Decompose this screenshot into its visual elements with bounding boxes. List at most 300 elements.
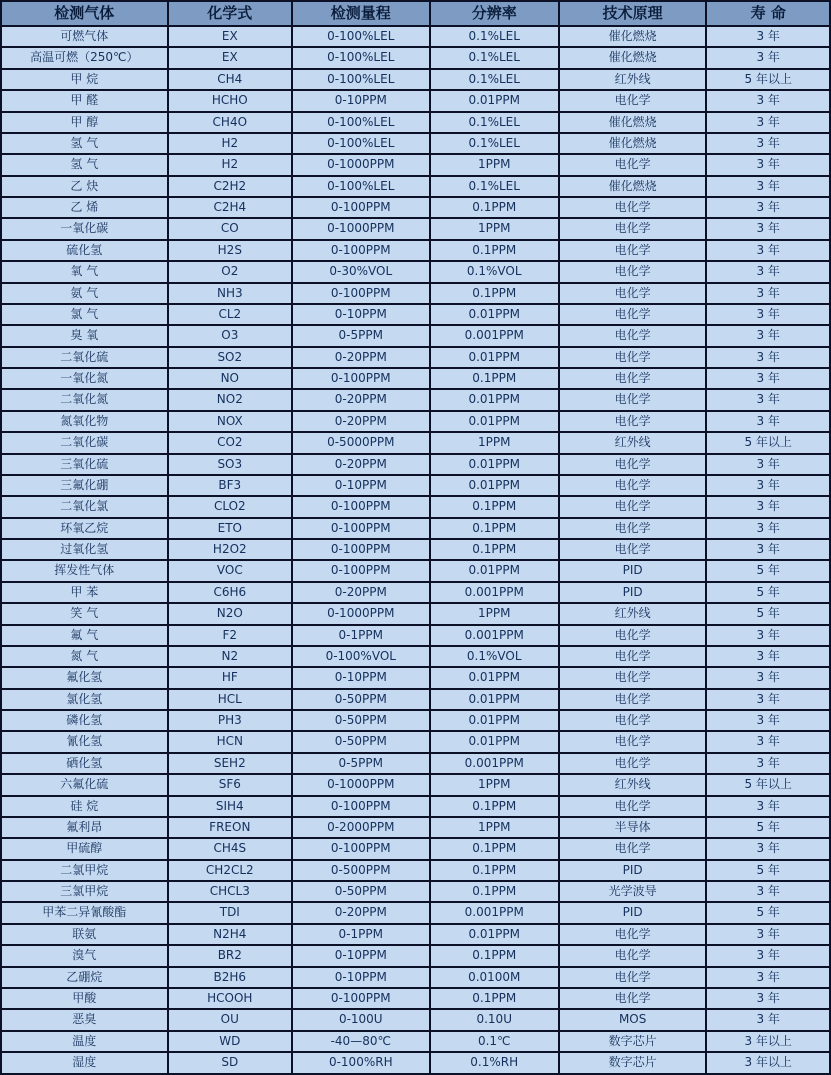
cell-chemical-formula: EX: [168, 26, 292, 47]
cell-technology: 电化学: [559, 411, 707, 432]
cell-chemical-formula: CH4O: [168, 112, 292, 133]
cell-detection-range: 0-100PPM: [292, 838, 430, 859]
cell-resolution: 0.01PPM: [430, 304, 559, 325]
cell-detection-range: 0-30%VOL: [292, 261, 430, 282]
table-row: [1, 133, 830, 154]
cell-gas-name: 三氧化硫: [1, 454, 168, 475]
cell-detection-range: 0-1000PPM: [292, 603, 430, 624]
cell-chemical-formula: NH3: [168, 283, 292, 304]
table-body: [1, 26, 830, 1074]
cell-lifespan: 3 年: [706, 154, 830, 175]
cell-chemical-formula: N2: [168, 646, 292, 667]
cell-chemical-formula: F2: [168, 625, 292, 646]
cell-technology: 电化学: [559, 325, 707, 346]
cell-lifespan: 3 年: [706, 1009, 830, 1030]
cell-resolution: 0.1%VOL: [430, 261, 559, 282]
cell-technology: 数字芯片: [559, 1052, 707, 1074]
cell-chemical-formula: CHCL3: [168, 881, 292, 902]
cell-lifespan: 5 年: [706, 860, 830, 881]
cell-resolution: 0.1PPM: [430, 539, 559, 560]
cell-lifespan: 3 年以上: [706, 1031, 830, 1052]
cell-gas-name: 甲 烷: [1, 69, 168, 90]
table-row: [1, 774, 830, 795]
table-row: [1, 796, 830, 817]
cell-lifespan: 3 年: [706, 667, 830, 688]
cell-gas-name: 挥发性气体: [1, 560, 168, 581]
cell-resolution: 0.1PPM: [430, 796, 559, 817]
table-row: [1, 539, 830, 560]
cell-lifespan: 3 年: [706, 838, 830, 859]
cell-lifespan: 3 年以上: [706, 1052, 830, 1074]
cell-chemical-formula: CO2: [168, 432, 292, 453]
cell-chemical-formula: H2S: [168, 240, 292, 261]
cell-gas-name: 甲酸: [1, 988, 168, 1009]
cell-resolution: 0.001PPM: [430, 753, 559, 774]
cell-gas-name: 乙 烯: [1, 197, 168, 218]
cell-detection-range: 0-50PPM: [292, 689, 430, 710]
table-row: [1, 988, 830, 1009]
cell-chemical-formula: HCHO: [168, 90, 292, 111]
cell-chemical-formula: SEH2: [168, 753, 292, 774]
cell-chemical-formula: C2H2: [168, 176, 292, 197]
cell-chemical-formula: H2O2: [168, 539, 292, 560]
cell-technology: 电化学: [559, 261, 707, 282]
column-header-resolution: 分辨率: [430, 1, 559, 26]
cell-resolution: 0.1PPM: [430, 518, 559, 539]
cell-chemical-formula: PH3: [168, 710, 292, 731]
cell-chemical-formula: ETO: [168, 518, 292, 539]
cell-lifespan: 3 年: [706, 176, 830, 197]
cell-lifespan: 3 年: [706, 112, 830, 133]
cell-resolution: 0.01PPM: [430, 411, 559, 432]
cell-detection-range: 0-100PPM: [292, 197, 430, 218]
cell-resolution: 0.1PPM: [430, 988, 559, 1009]
cell-gas-name: 磷化氢: [1, 710, 168, 731]
cell-lifespan: 3 年: [706, 325, 830, 346]
cell-detection-range: 0-20PPM: [292, 411, 430, 432]
cell-detection-range: 0-1000PPM: [292, 774, 430, 795]
column-header-lifespan: 寿 命: [706, 1, 830, 26]
cell-lifespan: 5 年: [706, 817, 830, 838]
cell-technology: 催化燃烧: [559, 133, 707, 154]
cell-detection-range: 0-1000PPM: [292, 218, 430, 239]
cell-resolution: 0.001PPM: [430, 325, 559, 346]
cell-lifespan: 3 年: [706, 454, 830, 475]
cell-resolution: 0.001PPM: [430, 582, 559, 603]
cell-lifespan: 3 年: [706, 90, 830, 111]
cell-lifespan: 3 年: [706, 881, 830, 902]
cell-detection-range: 0-100PPM: [292, 496, 430, 517]
cell-lifespan: 3 年: [706, 283, 830, 304]
cell-lifespan: 5 年以上: [706, 432, 830, 453]
cell-detection-range: 0-100U: [292, 1009, 430, 1030]
cell-chemical-formula: SF6: [168, 774, 292, 795]
cell-resolution: 0.1PPM: [430, 368, 559, 389]
table-row: [1, 625, 830, 646]
cell-technology: 电化学: [559, 988, 707, 1009]
cell-gas-name: 恶臭: [1, 1009, 168, 1030]
table-row: [1, 411, 830, 432]
cell-gas-name: 氯 气: [1, 304, 168, 325]
cell-gas-name: 二氯甲烷: [1, 860, 168, 881]
cell-detection-range: 0-50PPM: [292, 731, 430, 752]
table-row: [1, 112, 830, 133]
cell-detection-range: 0-10PPM: [292, 967, 430, 988]
table-row: [1, 689, 830, 710]
cell-technology: 电化学: [559, 967, 707, 988]
cell-lifespan: 3 年: [706, 731, 830, 752]
cell-resolution: 0.1PPM: [430, 881, 559, 902]
cell-gas-name: 氮氧化物: [1, 411, 168, 432]
cell-technology: 红外线: [559, 69, 707, 90]
cell-gas-name: 臭 氧: [1, 325, 168, 346]
table-row: [1, 560, 830, 581]
cell-technology: 电化学: [559, 197, 707, 218]
cell-resolution: 0.01PPM: [430, 347, 559, 368]
cell-chemical-formula: NO: [168, 368, 292, 389]
cell-technology: 电化学: [559, 646, 707, 667]
cell-resolution: 0.1%RH: [430, 1052, 559, 1074]
cell-detection-range: 0-100PPM: [292, 240, 430, 261]
cell-lifespan: 3 年: [706, 625, 830, 646]
cell-chemical-formula: CLO2: [168, 496, 292, 517]
cell-lifespan: 3 年: [706, 304, 830, 325]
cell-chemical-formula: NOX: [168, 411, 292, 432]
cell-technology: 半导体: [559, 817, 707, 838]
cell-gas-name: 一氧化碳: [1, 218, 168, 239]
header-row: [1, 1, 830, 26]
cell-technology: 催化燃烧: [559, 112, 707, 133]
cell-technology: 电化学: [559, 304, 707, 325]
cell-gas-name: 二氧化氯: [1, 496, 168, 517]
cell-technology: 电化学: [559, 454, 707, 475]
cell-resolution: 0.01PPM: [430, 475, 559, 496]
cell-technology: PID: [559, 902, 707, 923]
cell-gas-name: 氢 气: [1, 133, 168, 154]
cell-lifespan: 3 年: [706, 368, 830, 389]
table-row: [1, 860, 830, 881]
cell-detection-range: 0-1000PPM: [292, 154, 430, 175]
cell-chemical-formula: HCOOH: [168, 988, 292, 1009]
cell-detection-range: 0-1PPM: [292, 625, 430, 646]
table-row: [1, 304, 830, 325]
table-row: [1, 261, 830, 282]
table-row: [1, 667, 830, 688]
cell-lifespan: 5 年以上: [706, 774, 830, 795]
cell-resolution: 0.01PPM: [430, 667, 559, 688]
cell-gas-name: 硒化氢: [1, 753, 168, 774]
cell-detection-range: 0-10PPM: [292, 90, 430, 111]
cell-chemical-formula: BF3: [168, 475, 292, 496]
cell-lifespan: 5 年: [706, 582, 830, 603]
cell-gas-name: 溴气: [1, 945, 168, 966]
cell-technology: 电化学: [559, 753, 707, 774]
cell-technology: 电化学: [559, 689, 707, 710]
cell-resolution: 1PPM: [430, 817, 559, 838]
cell-lifespan: 3 年: [706, 539, 830, 560]
cell-technology: 电化学: [559, 539, 707, 560]
cell-resolution: 0.01PPM: [430, 454, 559, 475]
table-row: [1, 154, 830, 175]
cell-resolution: 0.10U: [430, 1009, 559, 1030]
table-row: [1, 881, 830, 902]
cell-chemical-formula: VOC: [168, 560, 292, 581]
cell-resolution: 0.001PPM: [430, 902, 559, 923]
cell-gas-name: 氟化氢: [1, 667, 168, 688]
cell-gas-name: 乙硼烷: [1, 967, 168, 988]
cell-resolution: 0.01PPM: [430, 731, 559, 752]
table-row: [1, 325, 830, 346]
table-row: [1, 1031, 830, 1052]
cell-detection-range: 0-100%LEL: [292, 112, 430, 133]
cell-technology: 电化学: [559, 347, 707, 368]
table-row: [1, 368, 830, 389]
cell-detection-range: 0-100PPM: [292, 560, 430, 581]
cell-technology: MOS: [559, 1009, 707, 1030]
cell-chemical-formula: FREON: [168, 817, 292, 838]
cell-chemical-formula: C6H6: [168, 582, 292, 603]
cell-gas-name: 可燃气体: [1, 26, 168, 47]
cell-detection-range: 0-20PPM: [292, 454, 430, 475]
cell-gas-name: 硅 烷: [1, 796, 168, 817]
cell-technology: 电化学: [559, 518, 707, 539]
cell-technology: 催化燃烧: [559, 176, 707, 197]
column-header-technology: 技术原理: [559, 1, 707, 26]
cell-technology: 催化燃烧: [559, 26, 707, 47]
cell-technology: 电化学: [559, 710, 707, 731]
cell-lifespan: 3 年: [706, 26, 830, 47]
cell-lifespan: 3 年: [706, 47, 830, 68]
cell-detection-range: 0-50PPM: [292, 881, 430, 902]
cell-gas-name: 一氧化氮: [1, 368, 168, 389]
table-row: [1, 518, 830, 539]
cell-chemical-formula: SIH4: [168, 796, 292, 817]
cell-detection-range: 0-100%LEL: [292, 176, 430, 197]
cell-technology: 光学波导: [559, 881, 707, 902]
table-row: [1, 176, 830, 197]
cell-technology: 电化学: [559, 283, 707, 304]
cell-chemical-formula: HCN: [168, 731, 292, 752]
table-row: [1, 496, 830, 517]
cell-detection-range: 0-100%LEL: [292, 69, 430, 90]
table-row: [1, 197, 830, 218]
cell-chemical-formula: OU: [168, 1009, 292, 1030]
cell-chemical-formula: N2H4: [168, 924, 292, 945]
cell-lifespan: 5 年: [706, 603, 830, 624]
cell-technology: 电化学: [559, 945, 707, 966]
cell-chemical-formula: CH2CL2: [168, 860, 292, 881]
cell-detection-range: 0-10PPM: [292, 945, 430, 966]
table-row: [1, 432, 830, 453]
cell-resolution: 0.01PPM: [430, 924, 559, 945]
cell-detection-range: 0-100%LEL: [292, 47, 430, 68]
cell-technology: PID: [559, 560, 707, 581]
cell-chemical-formula: HCL: [168, 689, 292, 710]
cell-technology: 红外线: [559, 603, 707, 624]
table-row: [1, 967, 830, 988]
table-row: [1, 47, 830, 68]
cell-lifespan: 3 年: [706, 796, 830, 817]
table-row: [1, 902, 830, 923]
table-row: [1, 240, 830, 261]
cell-resolution: 0.1%LEL: [430, 112, 559, 133]
cell-gas-name: 氟利昂: [1, 817, 168, 838]
cell-lifespan: 3 年: [706, 945, 830, 966]
cell-chemical-formula: CH4S: [168, 838, 292, 859]
cell-chemical-formula: NO2: [168, 389, 292, 410]
cell-detection-range: -40—80℃: [292, 1031, 430, 1052]
cell-technology: PID: [559, 582, 707, 603]
cell-resolution: 1PPM: [430, 218, 559, 239]
cell-resolution: 0.1PPM: [430, 496, 559, 517]
cell-technology: PID: [559, 860, 707, 881]
cell-lifespan: 3 年: [706, 218, 830, 239]
cell-lifespan: 3 年: [706, 261, 830, 282]
table-row: [1, 26, 830, 47]
cell-technology: 催化燃烧: [559, 47, 707, 68]
cell-resolution: 0.1PPM: [430, 197, 559, 218]
cell-technology: 电化学: [559, 154, 707, 175]
cell-technology: 数字芯片: [559, 1031, 707, 1052]
cell-resolution: 0.1%LEL: [430, 47, 559, 68]
cell-resolution: 0.1%LEL: [430, 69, 559, 90]
cell-resolution: 1PPM: [430, 774, 559, 795]
cell-chemical-formula: HF: [168, 667, 292, 688]
table-row: [1, 283, 830, 304]
cell-lifespan: 3 年: [706, 710, 830, 731]
cell-resolution: 0.01PPM: [430, 90, 559, 111]
cell-gas-name: 氢 气: [1, 154, 168, 175]
cell-detection-range: 0-100%LEL: [292, 26, 430, 47]
cell-gas-name: 三氯甲烷: [1, 881, 168, 902]
cell-gas-name: 氮 气: [1, 646, 168, 667]
table-row: [1, 218, 830, 239]
cell-chemical-formula: SD: [168, 1052, 292, 1074]
cell-detection-range: 0-100PPM: [292, 796, 430, 817]
cell-gas-name: 六氟化硫: [1, 774, 168, 795]
cell-gas-name: 笑 气: [1, 603, 168, 624]
cell-gas-name: 甲 苯: [1, 582, 168, 603]
cell-detection-range: 0-5PPM: [292, 325, 430, 346]
cell-lifespan: 3 年: [706, 133, 830, 154]
table-row: [1, 753, 830, 774]
cell-detection-range: 0-100PPM: [292, 368, 430, 389]
cell-chemical-formula: BR2: [168, 945, 292, 966]
cell-resolution: 0.1%VOL: [430, 646, 559, 667]
cell-chemical-formula: SO2: [168, 347, 292, 368]
cell-resolution: 0.1%LEL: [430, 176, 559, 197]
cell-detection-range: 0-500PPM: [292, 860, 430, 881]
table-row: [1, 475, 830, 496]
cell-technology: 电化学: [559, 796, 707, 817]
cell-chemical-formula: B2H6: [168, 967, 292, 988]
column-header-detection-range: 检测量程: [292, 1, 430, 26]
cell-gas-name: 过氧化氢: [1, 539, 168, 560]
cell-technology: 电化学: [559, 731, 707, 752]
table-row: [1, 817, 830, 838]
cell-chemical-formula: WD: [168, 1031, 292, 1052]
table-row: [1, 1052, 830, 1074]
cell-resolution: 0.1%LEL: [430, 133, 559, 154]
cell-technology: 红外线: [559, 774, 707, 795]
cell-gas-name: 湿度: [1, 1052, 168, 1074]
cell-detection-range: 0-100PPM: [292, 518, 430, 539]
cell-gas-name: 环氧乙烷: [1, 518, 168, 539]
cell-technology: 电化学: [559, 368, 707, 389]
cell-chemical-formula: SO3: [168, 454, 292, 475]
cell-lifespan: 3 年: [706, 347, 830, 368]
cell-lifespan: 3 年: [706, 389, 830, 410]
cell-technology: 电化学: [559, 389, 707, 410]
cell-gas-name: 乙 炔: [1, 176, 168, 197]
cell-gas-name: 二氧化硫: [1, 347, 168, 368]
table-row: [1, 945, 830, 966]
cell-detection-range: 0-50PPM: [292, 710, 430, 731]
cell-lifespan: 3 年: [706, 924, 830, 945]
cell-detection-range: 0-20PPM: [292, 347, 430, 368]
table-row: [1, 454, 830, 475]
cell-gas-name: 高温可燃（250℃）: [1, 47, 168, 68]
cell-resolution: 0.1PPM: [430, 945, 559, 966]
table-row: [1, 924, 830, 945]
cell-lifespan: 3 年: [706, 475, 830, 496]
cell-gas-name: 三氟化硼: [1, 475, 168, 496]
cell-gas-name: 氧 气: [1, 261, 168, 282]
cell-technology: 电化学: [559, 475, 707, 496]
cell-lifespan: 5 年: [706, 902, 830, 923]
cell-gas-name: 甲 醛: [1, 90, 168, 111]
cell-detection-range: 0-20PPM: [292, 902, 430, 923]
cell-gas-name: 甲 醇: [1, 112, 168, 133]
cell-chemical-formula: TDI: [168, 902, 292, 923]
cell-chemical-formula: H2: [168, 154, 292, 175]
cell-technology: 电化学: [559, 240, 707, 261]
cell-chemical-formula: N2O: [168, 603, 292, 624]
table-row: [1, 731, 830, 752]
cell-lifespan: 3 年: [706, 646, 830, 667]
cell-resolution: 1PPM: [430, 603, 559, 624]
cell-lifespan: 3 年: [706, 689, 830, 710]
cell-detection-range: 0-10PPM: [292, 475, 430, 496]
cell-technology: 电化学: [559, 667, 707, 688]
cell-resolution: 0.1%LEL: [430, 26, 559, 47]
cell-detection-range: 0-100PPM: [292, 539, 430, 560]
cell-chemical-formula: C2H4: [168, 197, 292, 218]
cell-detection-range: 0-100PPM: [292, 283, 430, 304]
cell-chemical-formula: O3: [168, 325, 292, 346]
cell-chemical-formula: O2: [168, 261, 292, 282]
cell-lifespan: 3 年: [706, 967, 830, 988]
cell-gas-name: 二氧化碳: [1, 432, 168, 453]
table-row: [1, 710, 830, 731]
cell-chemical-formula: CL2: [168, 304, 292, 325]
cell-technology: 电化学: [559, 496, 707, 517]
cell-detection-range: 0-100%VOL: [292, 646, 430, 667]
cell-lifespan: 3 年: [706, 753, 830, 774]
table-row: [1, 69, 830, 90]
column-header-chemical-formula: 化学式: [168, 1, 292, 26]
cell-gas-name: 氯化氢: [1, 689, 168, 710]
table-row: [1, 1009, 830, 1030]
cell-detection-range: 0-100%LEL: [292, 133, 430, 154]
cell-lifespan: 3 年: [706, 518, 830, 539]
table-header: [1, 1, 830, 26]
cell-lifespan: 3 年: [706, 197, 830, 218]
cell-technology: 电化学: [559, 838, 707, 859]
table-row: [1, 582, 830, 603]
cell-detection-range: 0-100PPM: [292, 988, 430, 1009]
cell-resolution: 0.1PPM: [430, 860, 559, 881]
